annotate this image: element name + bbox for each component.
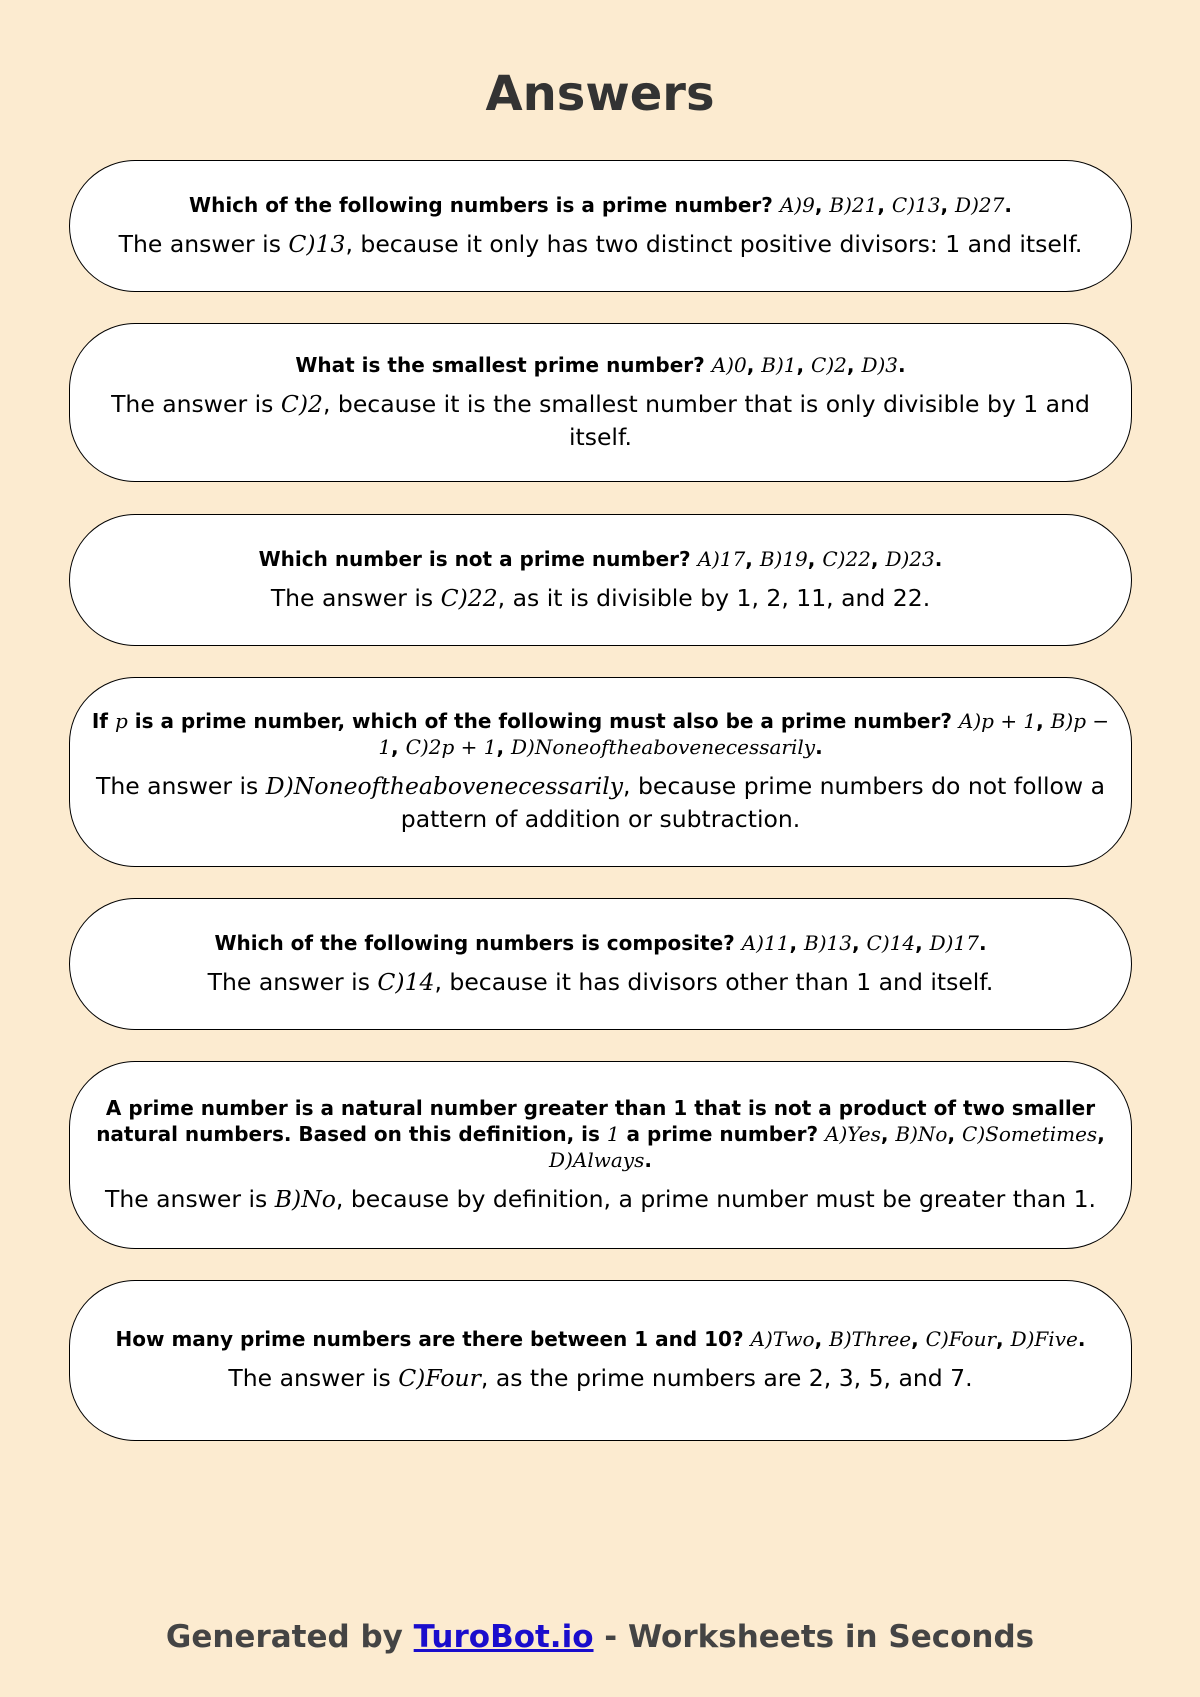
answer-text [208,966,994,999]
answer-text [271,582,930,615]
math-expression: C)14 [377,967,435,996]
math-expression: C)13 [288,229,346,258]
text-segment: What is the smallest prime number? [295,352,712,377]
math-expression: 1 [606,1121,620,1146]
text-segment: , [814,1327,830,1351]
text-segment: , [880,1121,896,1146]
math-expression: D)23 [885,546,935,571]
math-expression: D)Always [549,1147,645,1172]
math-expression: C)Four [398,1364,481,1392]
text-segment: . [644,1147,652,1172]
text-segment: , [807,546,823,571]
question-text [84,708,1117,760]
text-segment: , [947,1121,963,1146]
text-segment: , [496,735,512,759]
text-segment: , [851,930,867,955]
math-expression: D)27 [955,192,1005,217]
text-segment: The answer is [270,583,441,612]
answer-card-3 [69,514,1132,646]
math-expression: D)17 [929,930,979,955]
text-segment: , because it is the smallest number that is only divisible by 1 and itself. [322,389,1090,451]
text-segment: Which number is not a prime number? [258,546,698,571]
answer-card-6 [69,1061,1132,1249]
text-segment: . [1004,192,1012,217]
math-expression: A)0 [711,352,747,377]
text-segment: , [915,930,930,955]
text-segment: , [911,1327,926,1351]
text-segment: . [1077,1327,1086,1351]
text-segment: a prime number? [619,1121,826,1146]
text-segment: , [846,352,862,377]
text-segment: , [1097,1121,1105,1146]
math-expression: A)p + 1 [958,709,1037,733]
footer [0,1617,1200,1657]
text-segment: The answer is [118,229,289,258]
text-segment: The answer is [207,967,378,996]
math-expression: B)No [274,1184,336,1213]
math-expression: B)19 [759,546,808,571]
page-title: Answers [485,66,715,122]
math-expression: B)1 [761,352,797,377]
text-segment: The answer is [104,1184,275,1213]
answer-text [119,228,1083,261]
text-segment: The answer is [111,389,281,418]
math-expression: D)Noneoftheabovenecessarily [511,735,816,759]
answer-card-2 [69,323,1132,482]
footer-suffix: - Worksheets in Seconds [593,1619,1035,1655]
footer-prefix: Generated by [165,1619,414,1655]
text-segment: , [796,352,812,377]
text-segment: , because it has divisors other than 1 and itself. [434,967,994,996]
text-segment: , [877,192,892,217]
math-expression: p [114,709,128,733]
math-expression: C)22 [440,583,498,612]
question-text [84,1095,1117,1173]
answer-card-7 [69,1280,1132,1441]
math-expression: C)13 [891,192,941,217]
text-segment: How many prime numbers are there between 1 and 10? [115,1327,751,1351]
math-expression: A)17 [697,546,746,571]
text-segment: , as the prime numbers are 2, 3, 5, and 7. [480,1364,973,1392]
question-text [189,192,1012,218]
text-segment: The answer is [95,772,266,800]
text-segment: , [940,192,956,217]
answer-text [84,770,1117,836]
math-expression: C)2p + 1 [405,735,497,759]
text-segment: , [789,930,804,955]
math-expression: D)3 [861,352,899,377]
text-segment: , because it only has two distinct positive divisors: 1 and itself. [345,229,1083,258]
text-segment: is a prime number, which of the following must also be a prime number? [127,709,959,733]
math-expression: C)2 [280,389,323,418]
text-segment: , [814,192,830,217]
turobot-link[interactable]: TuroBot.io [413,1619,594,1655]
text-segment: . [898,352,906,377]
math-expression: A)11 [741,930,790,955]
math-expression: B)21 [829,192,878,217]
text-segment: , because prime numbers do not follow a pattern of addition or subtraction. [400,772,1105,833]
math-expression: A)Two [750,1327,815,1351]
answer-card-1 [69,160,1132,292]
math-expression: C)Sometimes [962,1121,1098,1146]
text-segment: . [815,735,823,759]
math-expression: B)Three [829,1327,912,1351]
text-segment: The answer is [228,1364,399,1392]
math-expression: C)2 [811,352,847,377]
answer-text [228,1362,972,1395]
math-expression: C)22 [822,546,871,571]
math-expression: D)Noneoftheabovenecessarily [265,772,624,800]
text-segment: . [978,930,987,955]
text-segment: , [746,352,762,377]
question-text [116,1326,1086,1352]
question-text [259,546,943,572]
answer-text [105,1183,1096,1216]
text-segment: Which of the following numbers is a prime number? [189,192,780,217]
question-text [214,930,986,956]
math-expression: C)14 [866,930,916,955]
math-expression: B)13 [804,930,852,955]
text-segment: , [996,1327,1011,1351]
text-segment: Which of the following numbers is composite? [214,930,742,955]
text-segment: , [745,546,760,571]
text-segment: , [391,735,406,759]
math-expression: A)9 [779,192,815,217]
text-segment: If [91,709,115,733]
answer-card-5 [69,898,1132,1030]
text-segment: . [934,546,943,571]
math-expression: C)Four [925,1327,997,1351]
math-expression: D)Five [1010,1327,1078,1351]
math-expression: B)p − 1 [378,709,1110,759]
text-segment: A prime number is a natural number greater than 1 that is not a product of two smaller natural numbers. Based on this definition, is [96,1095,1096,1146]
text-segment: , as it is divisible by 1, 2, 11, and 22. [497,583,931,612]
answer-card-4 [69,677,1132,867]
text-segment: , because by definition, a prime number must be greater than 1. [335,1184,1097,1213]
math-expression: A)Yes [825,1121,881,1146]
text-segment: , [870,546,886,571]
text-segment: , [1036,709,1051,733]
math-expression: B)No [895,1121,948,1146]
question-text [295,352,905,378]
answer-text [84,388,1117,454]
